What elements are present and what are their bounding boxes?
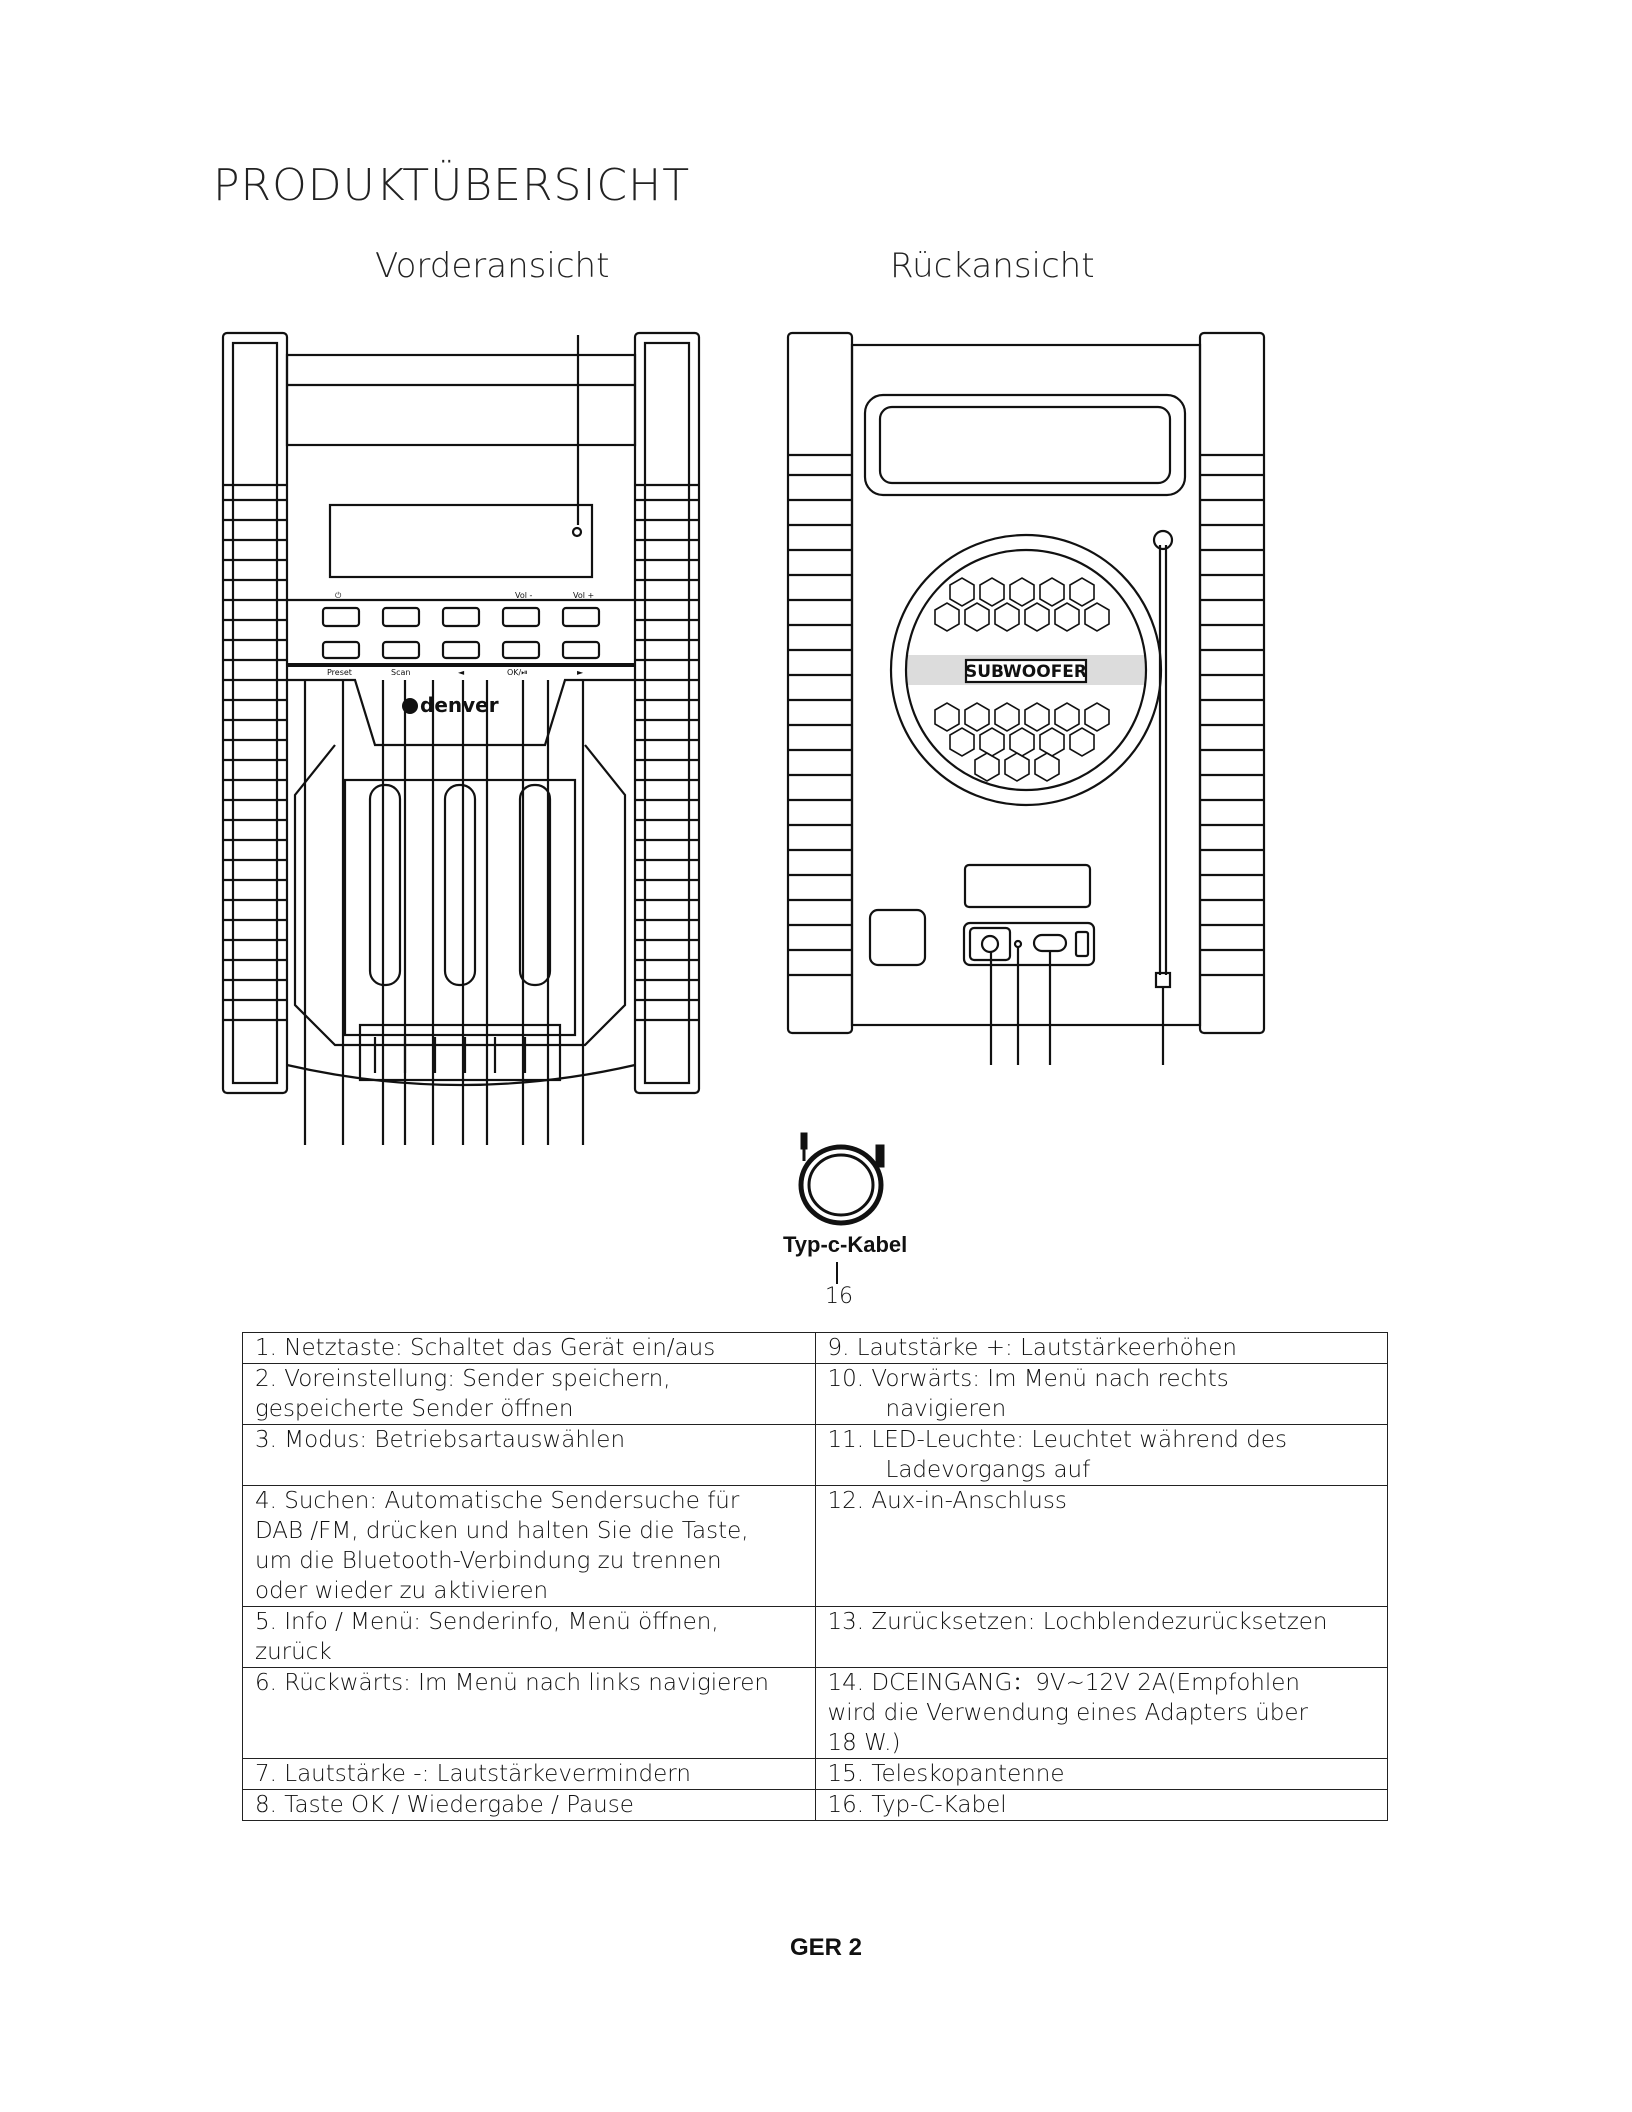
legend-cell: 13. Zurücksetzen: Lochblendezurücksetzen — [815, 1607, 1388, 1668]
legend-cell: 3. Modus: Betriebsartauswählen — [243, 1425, 816, 1486]
legend-cell: 5. Info / Menü: Senderinfo, Menü öffnen, zurück — [243, 1607, 816, 1668]
ok-play-label: OK/⏯ — [507, 668, 528, 677]
legend-cell: 7. Lautstärke -: Lautstärkevermindern — [243, 1759, 816, 1790]
vol-plus-label: Vol + — [573, 591, 595, 600]
next-label: ► — [577, 668, 584, 677]
scan-label: Scan — [391, 668, 411, 677]
front-view-drawing — [215, 325, 715, 1155]
back-view-drawing — [780, 325, 1280, 1065]
preset-label: Preset — [327, 668, 352, 677]
table-row — [243, 1486, 1388, 1607]
back-view-heading: Rückansicht — [890, 246, 1095, 286]
cable-label: Typ-c-Kabel — [783, 1232, 908, 1257]
table-row — [243, 1607, 1388, 1668]
cable-number: 16 — [825, 1284, 853, 1309]
legend-cell: 15. Teleskopantenne — [815, 1759, 1388, 1790]
prev-label: ◄ — [458, 668, 465, 677]
table-row — [243, 1668, 1388, 1759]
legend-table — [242, 1332, 1388, 1821]
brand-logo-text: denver — [420, 693, 499, 717]
type-c-cable-icon — [786, 1125, 896, 1230]
legend-cell: 2. Voreinstellung: Sender speichern, gespeicherte Sender öffnen — [243, 1364, 816, 1425]
cable-callout-line — [836, 1262, 838, 1284]
page-number: GER 2 — [790, 1934, 863, 1961]
subwoofer-label: SUBWOOFER — [964, 662, 1088, 682]
legend-cell: 4. Suchen: Automatische Sendersuche für DAB /FM, drücken und halten Sie die Taste, um die Bluetooth-Verbindung zu trennen oder wieder zu aktivieren — [243, 1486, 816, 1607]
legend-cell: 9. Lautstärke +: Lautstärkeerhöhen — [815, 1333, 1388, 1364]
legend-cell: 16. Typ-C-Kabel — [815, 1790, 1388, 1821]
legend-cell: 6. Rückwärts: Im Menü nach links navigieren — [243, 1668, 816, 1759]
front-view-heading: Vorderansicht — [375, 246, 610, 286]
table-row — [243, 1364, 1388, 1425]
legend-cell: 12. Aux-in-Anschluss — [815, 1486, 1388, 1607]
legend-cell: 14. DCEINGANG：9V~12V 2A(Empfohlen wird die Verwendung eines Adapters über 18 W.) — [815, 1668, 1388, 1759]
power-symbol-label: ⏻ — [335, 591, 342, 600]
table-row — [243, 1790, 1388, 1821]
legend-cell: 1. Netztaste: Schaltet das Gerät ein/aus — [243, 1333, 816, 1364]
vol-minus-label: Vol - — [515, 591, 533, 600]
legend-cell: 11. LED-Leuchte: Leuchtet während des Ladevorgangs auf — [815, 1425, 1388, 1486]
table-row — [243, 1425, 1388, 1486]
brand-logo-icon — [402, 698, 418, 714]
page-title: PRODUKTÜBERSICHT — [213, 160, 691, 211]
table-row — [243, 1333, 1388, 1364]
table-row — [243, 1759, 1388, 1790]
legend-cell: 8. Taste OK / Wiedergabe / Pause — [243, 1790, 816, 1821]
legend-cell: 10. Vorwärts: Im Menü nach rechts navigieren — [815, 1364, 1388, 1425]
